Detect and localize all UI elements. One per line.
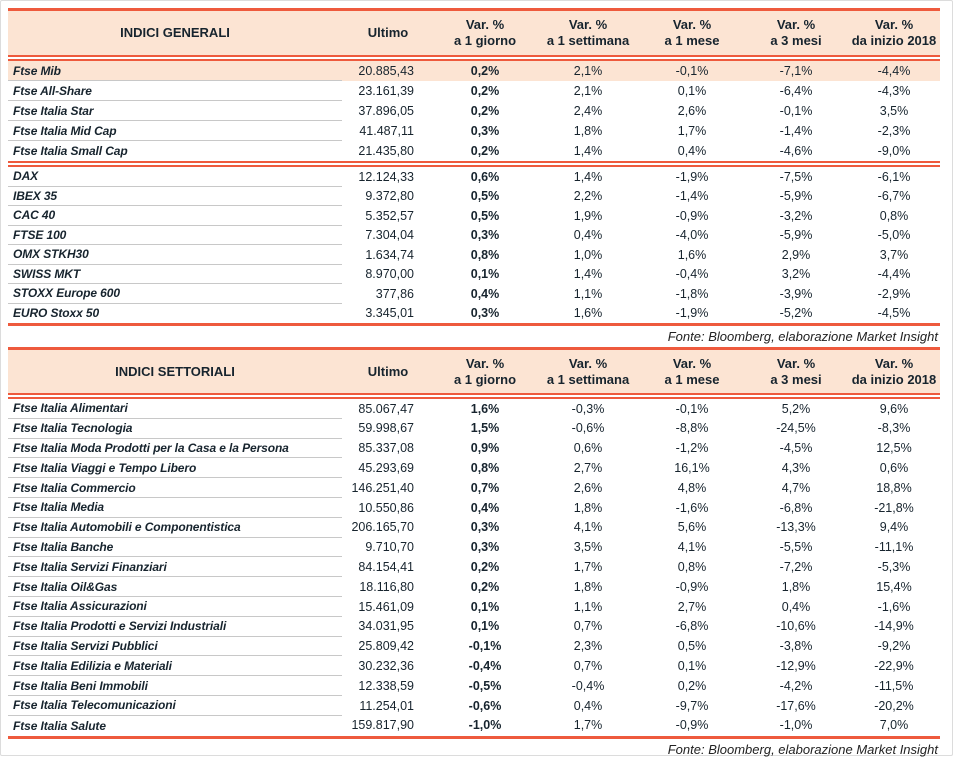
- cell-var-1-giorno: 0,2%: [470, 84, 500, 98]
- cell-var-1-mese: -0,9%: [675, 719, 709, 732]
- cell-ultimo: 23.161,39: [358, 84, 414, 98]
- cell-index-name: Ftse Italia Moda Prodotti per la Casa e la Persona: [8, 439, 342, 459]
- table-row: [8, 538, 940, 558]
- cell-var-1-settimana: 1,4%: [573, 170, 603, 183]
- cell-ultimo: 45.293,69: [358, 462, 414, 475]
- cell-var-1-settimana: 1,4%: [573, 268, 603, 281]
- cell-ultimo: 21.435,80: [358, 144, 414, 158]
- column-header-var-3-mesi: Var. % a 3 mesi: [770, 355, 822, 387]
- cell-var-1-mese: -4,0%: [675, 229, 709, 242]
- cell-var-inizio-2018: -1,6%: [877, 600, 911, 614]
- cell-var-1-giorno: 0,8%: [470, 248, 500, 261]
- cell-ultimo: 206.165,70: [351, 521, 414, 534]
- cell-var-3-mesi: -4,2%: [779, 679, 813, 693]
- cell-var-1-settimana: 2,6%: [573, 481, 603, 495]
- cell-var-3-mesi: 4,7%: [781, 481, 811, 495]
- column-header-ultimo: Ultimo: [367, 25, 409, 40]
- table-row: [8, 265, 940, 285]
- column-header-var-1-settimana: Var. % a 1 settimana: [546, 355, 630, 387]
- cell-var-1-mese: 0,4%: [677, 144, 707, 158]
- cell-index-name: Ftse Italia Edilizia e Materiali: [8, 656, 342, 676]
- table-row: [8, 304, 940, 324]
- cell-var-inizio-2018: 0,6%: [879, 462, 909, 475]
- cell-index-name: Ftse Italia Mid Cap: [8, 121, 342, 141]
- table-row: [8, 101, 940, 121]
- cell-index-name: Ftse Italia Prodotti e Servizi Industriali: [8, 617, 342, 637]
- source-note: Fonte: Bloomberg, elaborazione Market Insight: [667, 329, 938, 344]
- cell-index-name: Ftse Italia Viaggi e Tempo Libero: [8, 458, 342, 478]
- cell-ultimo: 85.337,08: [358, 442, 414, 455]
- cell-var-1-mese: 4,1%: [677, 541, 707, 554]
- cell-var-3-mesi: -3,2%: [779, 209, 813, 222]
- table-bottom-border: [8, 323, 940, 326]
- cell-var-inizio-2018: -6,1%: [877, 170, 911, 183]
- cell-var-inizio-2018: -6,7%: [877, 190, 911, 203]
- cell-var-inizio-2018: -21,8%: [874, 501, 914, 515]
- cell-index-name: Ftse All-Share: [8, 81, 342, 101]
- cell-var-1-giorno: 0,1%: [470, 268, 500, 281]
- cell-var-1-giorno: -0,5%: [468, 679, 502, 693]
- cell-var-1-giorno: 0,6%: [470, 170, 500, 183]
- cell-var-1-mese: 1,6%: [677, 248, 707, 261]
- cell-index-name: Ftse Italia Alimentari: [8, 399, 342, 419]
- cell-var-1-giorno: 0,8%: [470, 462, 500, 475]
- cell-var-3-mesi: -5,9%: [779, 229, 813, 242]
- cell-var-inizio-2018: 9,6%: [879, 402, 909, 416]
- cell-var-1-mese: 0,8%: [677, 561, 707, 574]
- cell-var-3-mesi: -12,9%: [776, 660, 816, 673]
- cell-var-1-settimana: 1,1%: [573, 600, 603, 614]
- cell-var-1-giorno: 0,5%: [470, 190, 500, 203]
- cell-var-1-mese: 2,7%: [677, 600, 707, 614]
- cell-var-3-mesi: -24,5%: [776, 422, 816, 435]
- cell-var-inizio-2018: -14,9%: [874, 620, 914, 633]
- cell-var-inizio-2018: -2,9%: [877, 287, 911, 300]
- cell-index-name: Ftse Italia Salute: [13, 718, 106, 733]
- cell-ultimo: 10.550,86: [358, 501, 414, 515]
- cell-var-3-mesi: 3,2%: [781, 268, 811, 281]
- table-title: INDICI SETTORIALI: [115, 363, 235, 379]
- cell-var-1-giorno: 0,4%: [470, 287, 500, 300]
- cell-ultimo: 25.809,42: [358, 640, 414, 653]
- cell-var-3-mesi: -4,5%: [779, 442, 813, 455]
- cell-var-1-mese: -1,9%: [675, 170, 709, 183]
- table-row: [8, 478, 940, 498]
- cell-var-1-settimana: 0,7%: [573, 620, 603, 633]
- table-header-row: [8, 11, 940, 55]
- cell-var-inizio-2018: 15,4%: [876, 580, 912, 594]
- cell-var-inizio-2018: -20,2%: [874, 699, 914, 713]
- table-row: [8, 617, 940, 637]
- cell-var-1-giorno: 0,1%: [470, 620, 500, 633]
- cell-var-1-settimana: -0,4%: [571, 679, 605, 693]
- cell-var-inizio-2018: -8,3%: [877, 422, 911, 435]
- table-bottom-border: [8, 736, 940, 739]
- cell-index-name: Ftse Italia Oil&Gas: [8, 577, 342, 597]
- cell-ultimo: 84.154,41: [358, 561, 414, 574]
- column-header-var-1-mese: Var. % a 1 mese: [664, 17, 720, 48]
- table-row: [8, 716, 940, 736]
- cell-var-1-mese: 2,6%: [677, 104, 707, 118]
- cell-var-1-mese: -0,9%: [675, 580, 709, 594]
- cell-var-1-settimana: -0,3%: [571, 402, 605, 416]
- cell-var-1-settimana: 2,1%: [573, 64, 603, 78]
- cell-var-1-settimana: 0,4%: [573, 699, 603, 713]
- cell-var-1-settimana: 1,6%: [573, 307, 603, 320]
- cell-var-1-settimana: 2,3%: [573, 640, 603, 653]
- cell-var-1-giorno: 0,1%: [470, 600, 500, 614]
- cell-index-name: Ftse Italia Small Cap: [13, 144, 128, 158]
- cell-var-3-mesi: 0,4%: [781, 600, 811, 614]
- cell-index-name: Ftse Italia Banche: [8, 538, 342, 558]
- cell-var-1-mese: -9,7%: [675, 699, 709, 713]
- cell-var-3-mesi: 5,2%: [781, 402, 811, 416]
- cell-ultimo: 146.251,40: [351, 481, 414, 495]
- cell-ultimo: 3.345,01: [365, 307, 414, 320]
- cell-var-3-mesi: -4,6%: [779, 144, 813, 158]
- cell-var-3-mesi: 1,8%: [781, 580, 811, 594]
- cell-var-1-mese: 0,1%: [677, 660, 707, 673]
- table-row: [8, 81, 940, 101]
- cell-var-3-mesi: -5,5%: [779, 541, 813, 554]
- cell-var-1-giorno: 0,2%: [470, 144, 500, 158]
- cell-index-name: Ftse Italia Commercio: [8, 478, 342, 498]
- cell-var-3-mesi: -3,8%: [779, 640, 813, 653]
- cell-var-1-mese: -0,1%: [675, 402, 709, 416]
- cell-var-1-settimana: 1,4%: [573, 144, 603, 158]
- cell-var-1-giorno: 0,3%: [470, 541, 500, 554]
- table-row: [8, 419, 940, 439]
- cell-ultimo: 18.116,80: [359, 580, 414, 594]
- cell-var-inizio-2018: 7,0%: [879, 719, 909, 732]
- table-title: INDICI GENERALI: [120, 25, 230, 40]
- cell-var-1-giorno: 0,3%: [470, 307, 500, 320]
- cell-var-1-mese: -1,6%: [675, 501, 709, 515]
- cell-ultimo: 11.254,01: [359, 699, 414, 713]
- section-italian-indices: [8, 61, 940, 161]
- cell-var-1-settimana: -0,6%: [571, 422, 605, 435]
- table-indici-settoriali: [8, 347, 940, 739]
- cell-ultimo: 377,86: [375, 287, 414, 300]
- cell-var-1-giorno: 0,3%: [470, 229, 500, 242]
- cell-var-inizio-2018: 12,5%: [876, 442, 912, 455]
- cell-index-name: Ftse Italia Servizi Pubblici: [8, 637, 342, 657]
- cell-index-name: Ftse Italia Telecomunicazioni: [8, 696, 342, 716]
- cell-index-name: Ftse Italia Media: [8, 498, 342, 518]
- cell-var-1-giorno: 0,3%: [470, 521, 500, 534]
- cell-var-1-settimana: 0,4%: [573, 229, 603, 242]
- cell-ultimo: 30.232,36: [358, 660, 414, 673]
- cell-index-name: Ftse Italia Servizi Finanziari: [8, 557, 342, 577]
- cell-var-inizio-2018: 18,8%: [876, 481, 912, 495]
- cell-index-name: Ftse Italia Automobili e Componentistica: [8, 518, 342, 538]
- cell-index-name: FTSE 100: [8, 226, 342, 246]
- cell-var-1-settimana: 1,1%: [573, 287, 603, 300]
- table-row: [8, 637, 940, 657]
- cell-ultimo: 8.970,00: [365, 268, 414, 281]
- cell-var-1-giorno: 0,4%: [470, 501, 500, 515]
- cell-var-1-mese: -0,4%: [675, 268, 709, 281]
- cell-ultimo: 59.998,67: [358, 422, 414, 435]
- cell-ultimo: 85.067,47: [358, 402, 414, 416]
- column-header-var-inizio-2018: Var. % da inizio 2018: [851, 17, 937, 48]
- cell-var-inizio-2018: -2,3%: [877, 124, 911, 138]
- cell-ultimo: 37.896,05: [358, 104, 414, 118]
- cell-index-name: SWISS MKT: [8, 265, 342, 285]
- cell-var-1-settimana: 1,9%: [573, 209, 603, 222]
- cell-var-3-mesi: -17,6%: [776, 699, 816, 713]
- cell-var-1-settimana: 3,5%: [573, 541, 603, 554]
- cell-var-1-giorno: 0,5%: [470, 209, 500, 222]
- cell-var-1-settimana: 2,7%: [573, 462, 603, 475]
- cell-var-1-mese: -6,8%: [675, 620, 709, 633]
- cell-var-3-mesi: -10,6%: [776, 620, 816, 633]
- cell-var-1-giorno: -0,1%: [468, 640, 502, 653]
- cell-ultimo: 12.124,33: [358, 170, 414, 183]
- cell-var-1-giorno: 1,5%: [470, 422, 500, 435]
- table-row: [8, 656, 940, 676]
- cell-var-3-mesi: -7,2%: [779, 561, 813, 574]
- cell-var-1-settimana: 4,1%: [573, 521, 603, 534]
- table-row: [8, 226, 940, 246]
- cell-var-3-mesi: 4,3%: [781, 462, 811, 475]
- cell-var-1-settimana: 2,1%: [573, 84, 603, 98]
- table-row: [8, 439, 940, 459]
- cell-var-1-giorno: -1,0%: [468, 719, 502, 732]
- table-row: [8, 597, 940, 617]
- cell-var-inizio-2018: -5,0%: [877, 229, 911, 242]
- cell-var-1-mese: 0,5%: [677, 640, 707, 653]
- cell-index-name: Ftse Italia Beni Immobili: [8, 676, 342, 696]
- cell-var-1-mese: -1,4%: [675, 190, 709, 203]
- cell-var-1-mese: 4,8%: [677, 481, 707, 495]
- cell-ultimo: 7.304,04: [365, 229, 414, 242]
- cell-var-1-settimana: 0,7%: [573, 660, 603, 673]
- cell-index-name: IBEX 35: [8, 187, 342, 207]
- cell-var-1-settimana: 1,0%: [573, 248, 603, 261]
- cell-var-3-mesi: -13,3%: [776, 521, 816, 534]
- cell-index-name: Ftse Italia Tecnologia: [8, 419, 342, 439]
- table-row: [8, 206, 940, 226]
- table-indici-generali: [8, 8, 940, 326]
- cell-var-inizio-2018: -4,3%: [877, 84, 911, 98]
- cell-ultimo: 20.885,43: [358, 64, 414, 78]
- cell-var-inizio-2018: -11,5%: [874, 679, 914, 693]
- cell-index-name: CAC 40: [8, 206, 342, 226]
- cell-var-1-giorno: 1,6%: [470, 402, 500, 416]
- table-row: [8, 577, 940, 597]
- cell-var-1-mese: 0,1%: [677, 84, 707, 98]
- table-row: [8, 498, 940, 518]
- cell-ultimo: 159.817,90: [351, 719, 414, 732]
- cell-var-1-mese: 16,1%: [674, 462, 710, 475]
- cell-var-1-giorno: 0,2%: [470, 104, 500, 118]
- cell-var-1-settimana: 1,8%: [573, 124, 603, 138]
- cell-var-1-giorno: 0,2%: [470, 580, 500, 594]
- cell-var-3-mesi: 2,9%: [781, 248, 811, 261]
- cell-var-1-giorno: 0,2%: [470, 64, 500, 78]
- table-row: [8, 557, 940, 577]
- cell-var-1-mese: -1,8%: [675, 287, 709, 300]
- table-row: [8, 141, 940, 161]
- cell-var-1-settimana: 1,8%: [573, 501, 603, 515]
- cell-var-inizio-2018: -9,2%: [877, 640, 911, 653]
- cell-ultimo: 9.710,70: [365, 541, 414, 554]
- cell-index-name: Ftse Italia Star: [8, 101, 342, 121]
- column-header-ultimo: Ultimo: [367, 363, 409, 379]
- cell-var-1-giorno: 0,7%: [470, 481, 500, 495]
- table-row: [8, 187, 940, 207]
- cell-var-inizio-2018: -22,9%: [874, 660, 914, 673]
- table-row: [8, 399, 940, 419]
- cell-var-inizio-2018: 0,8%: [879, 209, 909, 222]
- cell-ultimo: 12.338,59: [358, 679, 414, 693]
- cell-var-1-mese: 0,2%: [677, 679, 707, 693]
- cell-index-name: Ftse Italia Assicurazioni: [8, 597, 342, 617]
- cell-var-inizio-2018: -5,3%: [877, 561, 911, 574]
- cell-var-1-settimana: 2,2%: [573, 190, 603, 203]
- cell-var-inizio-2018: -4,4%: [877, 268, 911, 281]
- cell-index-name: EURO Stoxx 50: [13, 306, 100, 321]
- table-row: [8, 676, 940, 696]
- cell-var-1-mese: -1,2%: [675, 442, 709, 455]
- cell-ultimo: 9.372,80: [365, 190, 414, 203]
- cell-var-inizio-2018: 3,5%: [879, 104, 909, 118]
- column-header-var-1-mese: Var. % a 1 mese: [664, 355, 720, 387]
- table-row: [8, 458, 940, 478]
- cell-var-1-giorno: 0,9%: [470, 442, 500, 455]
- cell-var-inizio-2018: -4,5%: [877, 307, 911, 320]
- cell-var-1-mese: 5,6%: [677, 521, 707, 534]
- cell-var-3-mesi: -1,4%: [779, 124, 813, 138]
- cell-var-3-mesi: -3,9%: [779, 287, 813, 300]
- table-header-row: [8, 350, 940, 393]
- column-header-var-inizio-2018: Var. % da inizio 2018: [851, 355, 937, 387]
- table-row: [8, 61, 940, 81]
- cell-index-name: DAX: [8, 167, 342, 187]
- column-header-var-1-settimana: Var. % a 1 settimana: [546, 17, 630, 48]
- table-row: [8, 245, 940, 265]
- cell-var-3-mesi: -1,0%: [779, 719, 813, 732]
- cell-var-1-settimana: 0,6%: [573, 442, 603, 455]
- cell-var-1-mese: -0,9%: [675, 209, 709, 222]
- cell-var-1-giorno: -0,6%: [468, 699, 502, 713]
- cell-var-1-settimana: 2,4%: [573, 104, 603, 118]
- column-header-var-3-mesi: Var. % a 3 mesi: [770, 17, 822, 48]
- cell-var-inizio-2018: -11,1%: [874, 541, 914, 554]
- cell-var-3-mesi: -6,8%: [779, 501, 813, 515]
- cell-var-3-mesi: -5,2%: [779, 307, 813, 320]
- cell-var-1-settimana: 1,7%: [573, 561, 603, 574]
- cell-var-3-mesi: -6,4%: [779, 84, 813, 98]
- column-header-var-1-giorno: Var. % a 1 giorno: [453, 17, 517, 48]
- section-sector-indices: [8, 399, 940, 736]
- cell-ultimo: 15.461,09: [358, 600, 414, 614]
- cell-var-1-settimana: 1,8%: [573, 580, 603, 594]
- cell-ultimo: 5.352,57: [365, 209, 414, 222]
- cell-ultimo: 34.031,95: [358, 620, 414, 633]
- section-european-indices: [8, 167, 940, 323]
- table-row: [8, 121, 940, 141]
- cell-var-3-mesi: -0,1%: [779, 104, 813, 118]
- cell-index-name: STOXX Europe 600: [8, 284, 342, 304]
- cell-var-1-settimana: 1,7%: [573, 719, 603, 732]
- column-header-var-1-giorno: Var. % a 1 giorno: [453, 355, 517, 387]
- table-row: [8, 167, 940, 187]
- cell-var-1-mese: -1,9%: [675, 307, 709, 320]
- cell-var-1-giorno: -0,4%: [468, 660, 502, 673]
- table-row: [8, 284, 940, 304]
- cell-var-1-giorno: 0,3%: [470, 124, 500, 138]
- cell-var-3-mesi: -7,1%: [779, 64, 813, 78]
- table-row: [8, 696, 940, 716]
- cell-index-name: Ftse Mib: [8, 61, 342, 81]
- cell-var-inizio-2018: 9,4%: [879, 521, 909, 534]
- cell-var-inizio-2018: 3,7%: [879, 248, 909, 261]
- cell-var-3-mesi: -7,5%: [779, 170, 813, 183]
- cell-var-1-mese: 1,7%: [677, 124, 707, 138]
- cell-var-inizio-2018: -4,4%: [877, 64, 911, 78]
- cell-var-inizio-2018: -9,0%: [877, 144, 911, 158]
- cell-var-1-mese: -0,1%: [675, 64, 709, 78]
- table-row: [8, 518, 940, 538]
- cell-var-1-giorno: 0,2%: [470, 561, 500, 574]
- cell-index-name: OMX STKH30: [8, 245, 342, 265]
- source-note: Fonte: Bloomberg, elaborazione Market Insight: [667, 741, 938, 757]
- cell-ultimo: 41.487,11: [359, 124, 414, 138]
- cell-ultimo: 1.634,74: [365, 248, 414, 261]
- cell-var-3-mesi: -5,9%: [779, 190, 813, 203]
- cell-var-1-mese: -8,8%: [675, 422, 709, 435]
